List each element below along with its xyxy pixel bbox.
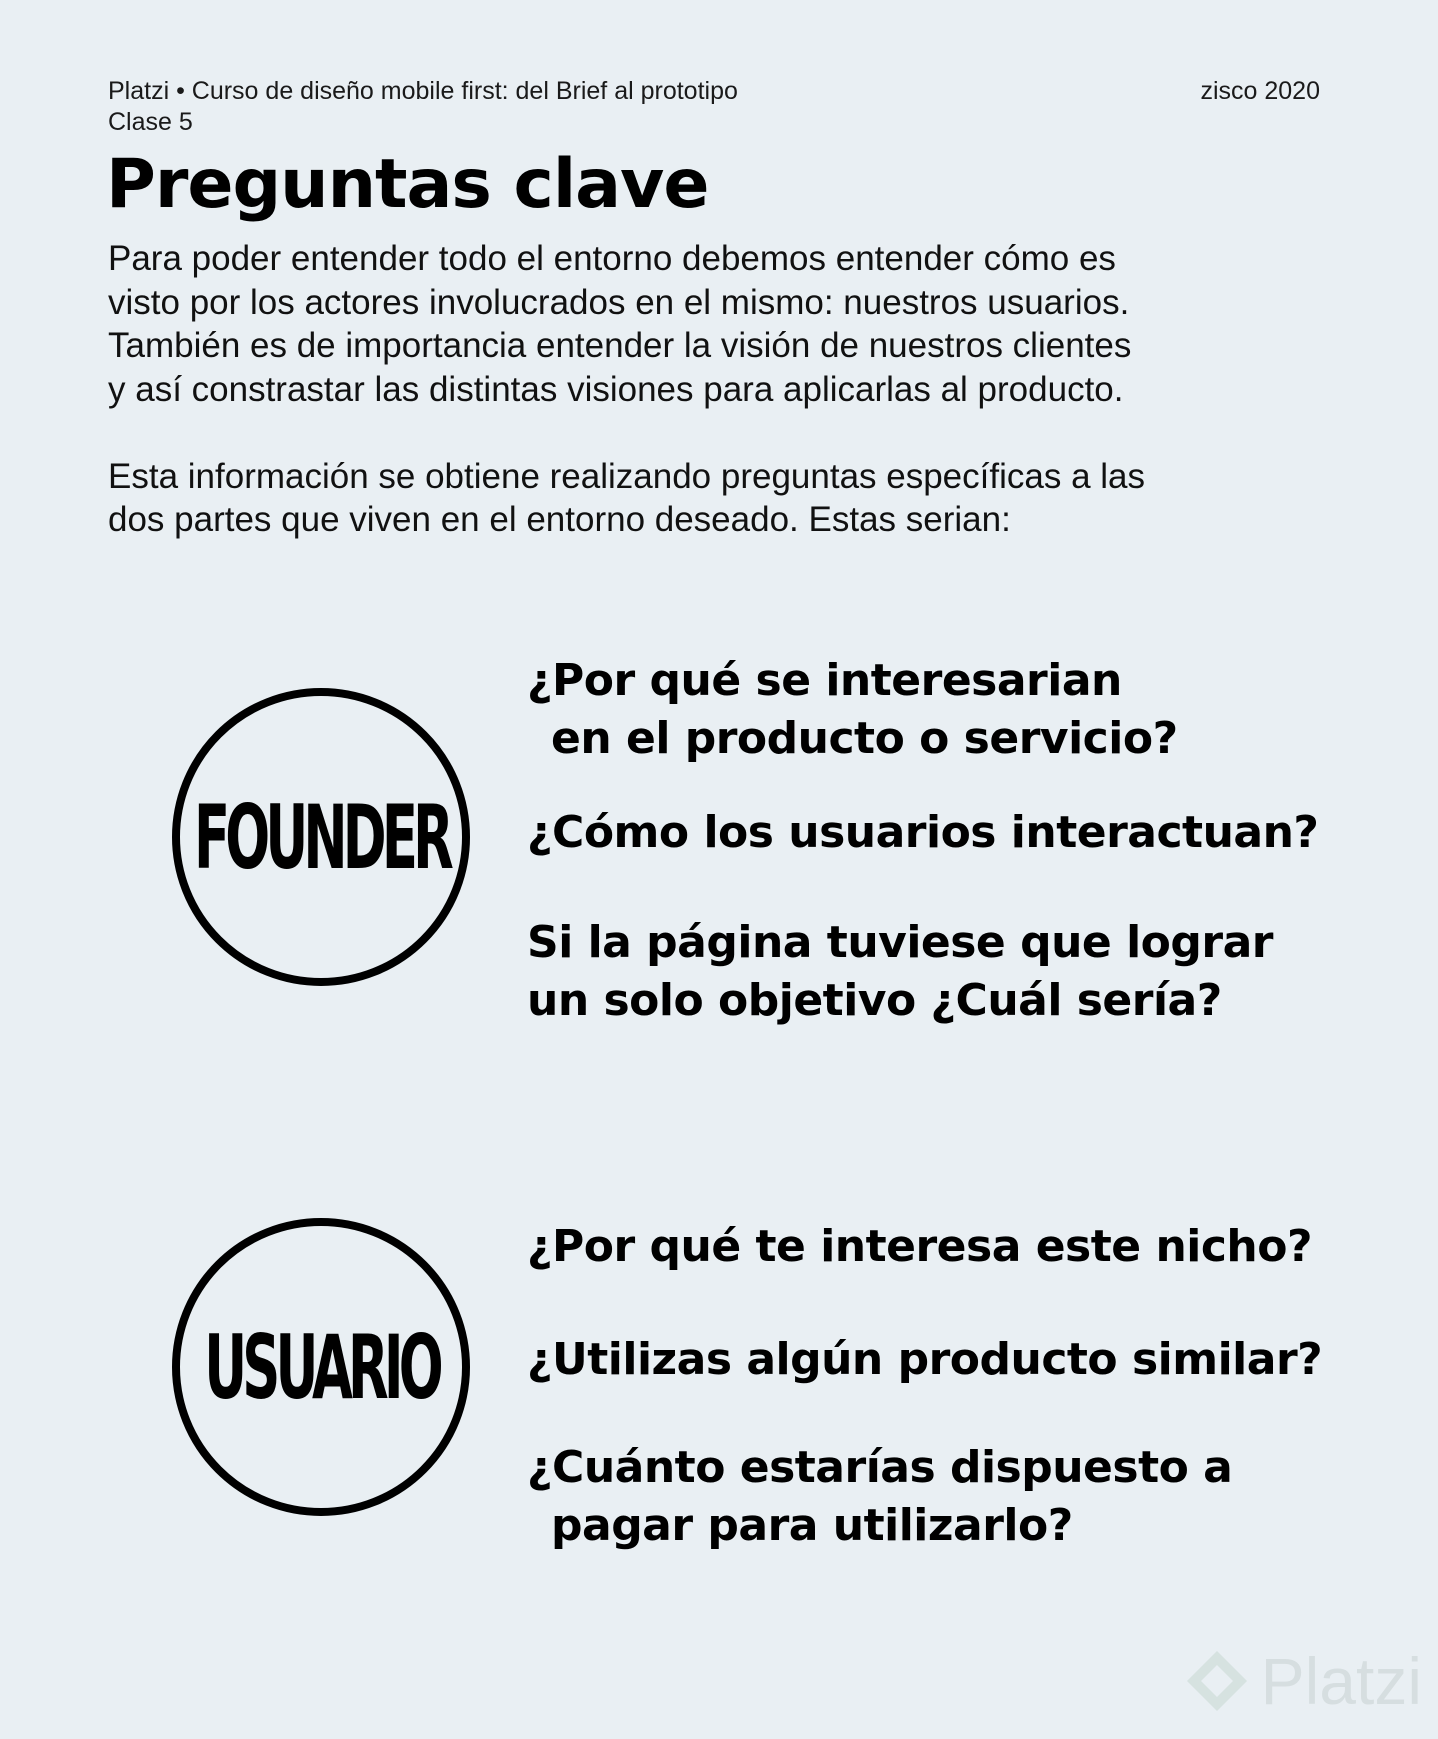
class-label: Clase 5 (108, 108, 193, 136)
course-header (108, 76, 738, 138)
usuario-question-3 (527, 1439, 1232, 1555)
usuario-label: USUARIO (203, 1315, 439, 1419)
page-title: Preguntas clave (106, 145, 709, 224)
founder-circle (172, 688, 470, 986)
founder-question-2: ¿Cómo los usuarios interactuan? (527, 807, 1319, 858)
intro-paragraph-1 (108, 237, 1338, 411)
founder-question-3 (527, 914, 1273, 1030)
usuario-question-2: ¿Utilizas algún producto similar? (527, 1334, 1323, 1385)
intro-line: También es de importancia entender la visión de nuestros clientes (108, 326, 1132, 365)
question-line: en el producto o servicio? (551, 713, 1178, 764)
platzi-logo-icon (1181, 1645, 1253, 1717)
question-line: ¿Cuánto estarías dispuesto a (527, 1442, 1233, 1493)
question-line: Si la página tuviese que lograr (527, 917, 1273, 968)
intro-line: dos partes que viven en el entorno deseado. Estas serian: (108, 500, 1011, 539)
intro-line: y así constrastar las distintas visiones para aplicarlas al producto. (108, 369, 1124, 409)
usuario-question-1: ¿Por qué te interesa este nicho? (527, 1221, 1313, 1272)
intro-paragraph-2 (108, 455, 1338, 542)
course-name: Platzi • Curso de diseño mobile first: del Brief al prototipo (108, 77, 738, 105)
intro-line: Para poder entender todo el entorno debemos entender cómo es (108, 239, 1116, 278)
intro-text (108, 237, 1338, 542)
watermark-text: Platzi (1260, 1644, 1422, 1718)
platzi-watermark (1181, 1643, 1422, 1719)
founder-question-1 (527, 652, 1178, 768)
intro-line: visto por los actores involucrados en el mismo: nuestros usuarios. (108, 282, 1130, 322)
question-line: un solo objetivo ¿Cuál sería? (527, 975, 1222, 1026)
founder-label: FOUNDER (193, 785, 449, 889)
question-line: ¿Por qué se interesarian (527, 655, 1122, 706)
usuario-circle (172, 1218, 470, 1516)
author-year: zisco 2020 (1200, 77, 1320, 105)
intro-line: Esta información se obtiene realizando preguntas específicas a las (108, 456, 1145, 496)
question-line: pagar para utilizarlo? (551, 1500, 1073, 1551)
